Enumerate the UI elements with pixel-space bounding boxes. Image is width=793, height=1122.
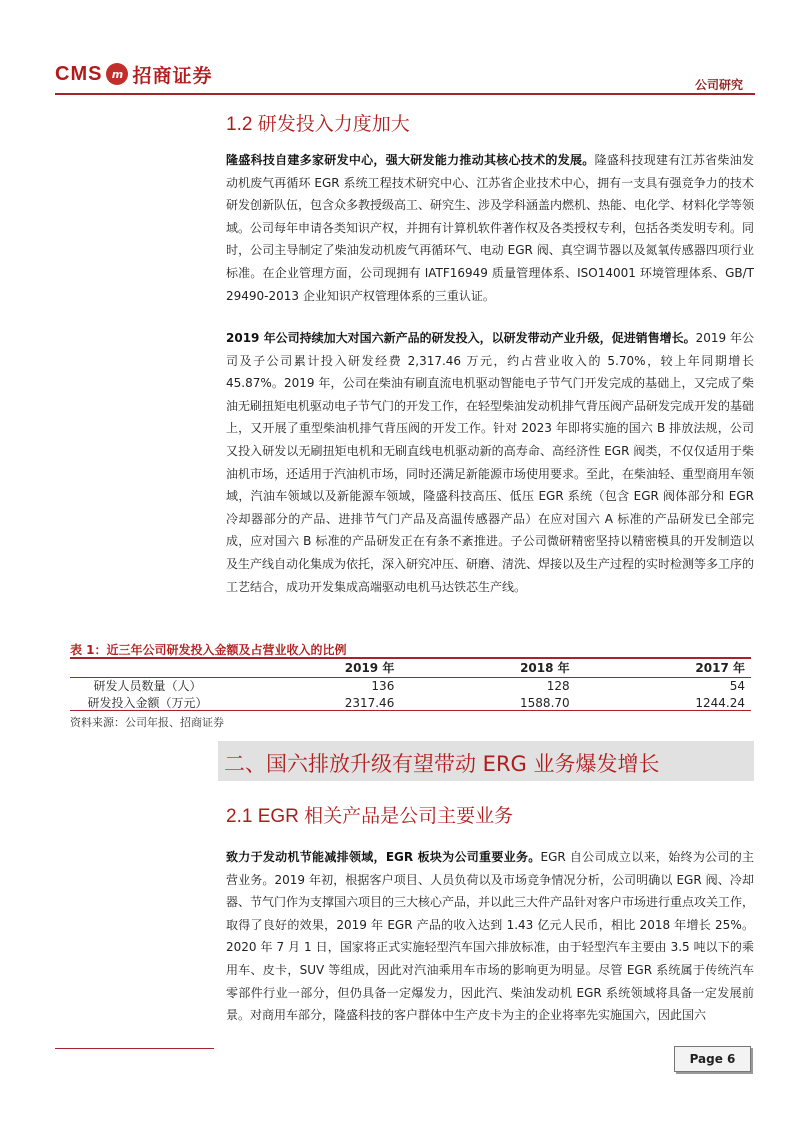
footer-divider xyxy=(55,1048,214,1049)
chapter-2-title: 二、国六排放升级有望带动 ERG 业务爆发增长 xyxy=(224,752,660,776)
paragraph-body: 隆盛科技现建有江苏省柴油发动机废气再循环 EGR 系统工程技术研究中心、江苏省企业技术中心，拥有一支具有强竞争力的技术研发创新队伍，包含众多教授级高工、研究生、涉及学科涵盖内燃机、热能、电化学、材料化学等领域。公司每年申请各类知识产权，并拥有计算机软件著作权及各类授权专利，包括各类发明专利。同时，公司主导制定了柴油发动机废气再循环气、电动 EGR 阀、真空调节器以及氮氧传感器四项行业标准。在企业管理方面，公司现拥有 IATF16949 质量管理体系、ISO14001 环境管理体系、GB/T 29490-2013 企业知识产权管理体系的三重认证。 xyxy=(226,153,755,303)
table-cell: 128 xyxy=(546,679,570,693)
table-cell-label: 研发投入金额（万元） xyxy=(87,696,208,710)
paragraph-lead: 2019 年公司持续加大对国六新产品的研发投入，以研发带动产业升级，促进销售增长。 xyxy=(226,331,696,345)
table-source-note: 资料来源：公司年报、招商证券 xyxy=(70,716,224,729)
table-header-cell: 2019 年 xyxy=(344,661,395,675)
paragraph-lead: 隆盛科技自建多家研发中心，强大研发能力推动其核心技术的发展。 xyxy=(226,153,595,167)
table-header-cell: 2018 年 xyxy=(520,661,570,675)
section-2-1-title: 2.1 EGR 相关产品是公司主要业务 xyxy=(226,806,514,827)
logo-latin-text: CMS xyxy=(55,62,103,85)
table-row xyxy=(70,678,751,696)
table-cell: 2317.46 xyxy=(344,696,395,710)
header-divider xyxy=(55,93,755,95)
section-1-2-title: 1.2 研发投入力度加大 xyxy=(226,114,410,135)
table-header-row xyxy=(70,660,751,678)
section-2-1-paragraph-1 xyxy=(226,846,754,1027)
paragraph-lead: 致力于发动机节能减排领域，EGR 板块为公司重要业务。 xyxy=(226,850,541,864)
table-header-cell: 2017 年 xyxy=(695,661,745,675)
paragraph-body: EGR 自公司成立以来，始终为公司的主营业务。2019 年初，根据客户项目、人员负荷以及市场竞争情况分析，公司明确以 EGR 阀、冷却器、节气门作为支撑国六项目的三大核心产品，并以此三大件产品针对客户市场进行重点攻关工作，取得了良好的效果，2019 年 EGR 产品的收入达到 1.43 亿元人民币，相比 2018 年增长 25%。2020 年 7 月 1 日，国家将正式实施轻型汽车国六排放标准，由于轻型汽车主要由 3.5 吨以下的乘用车、皮卡，SUV 等组成，因此对汽油乘用车市场的影响更为明显。尽管 EGR 系统属于传统汽车零部件行业一部分，但仍具备一定爆发力，因此汽、柴油发动机 EGR 系统领域将具备一定发展前景。对商用车部分，隆盛科技的客户群体中生产皮卡为主的企业将率先实施国六，因此国六 xyxy=(226,850,755,1023)
page-number: Page 6 xyxy=(674,1046,751,1072)
company-logo xyxy=(55,56,212,92)
table-top-rule xyxy=(70,657,751,659)
rd-investment-table xyxy=(70,660,751,712)
logo-chinese-text: 招商证券 xyxy=(132,64,213,87)
section-label: 公司研究 xyxy=(694,78,743,92)
table-cell: 54 xyxy=(729,679,745,693)
table-cell: 136 xyxy=(371,679,395,693)
table-cell: 1588.70 xyxy=(520,696,570,710)
table-caption: 表 1：近三年公司研发投入金额及占营业收入的比例 xyxy=(70,643,347,657)
section-1-2-paragraph-1 xyxy=(226,149,754,307)
table-cell: 1244.24 xyxy=(695,696,745,710)
table-header-cell xyxy=(70,660,225,678)
section-1-2-paragraph-2 xyxy=(226,327,754,598)
table-cell-label: 研发人员数量（人） xyxy=(93,679,202,693)
paragraph-body: 2019 年公司及子公司累计投入研发经费 2,317.46 万元，约占营业收入的 5.70%，较上年同期增长 45.87%。2019 年，公司在柴油有刷直流电机驱动智能电子节气门开发完成的基础上，又完成了柴油无刷扭矩电机驱动电子节气门的开发工作，在轻型柴油发动机排气背压阀产品研发完成开发的基础上，又开展了重型柴油机排气背压阀的开发工作。针对 2023 年即将实施的国六 B 排放法规，公司又投入研发以无刷扭矩电机和无刷直线电机驱动新的高寿命、高经济性 EGR 阀类，不仅仅适用于柴油机市场，还适用于汽油机市场，同时还满足新能源市场使用要求。至此，在柴油轻、重型商用车领域，汽油车领域以及新能源车领域，隆盛科技高压、低压 EGR 系统（包含 EGR 阀体部分和 EGR 冷却器部分的产品、进排节气门产品及高温传感器产品）在应对国六 A 标准的产品研发已全部完成，应对国六 B 标准的产品研发正在有条不紊推进。子公司微研精密坚持以精密模具的开发制造以及生产线自动化集成为依托，深入研究冲压、研磨、清洗、焊接以及生产过程的实时检测等多工序的工艺结合，成功开发集成高端驱动电机马达铁芯生产线。 xyxy=(226,331,755,594)
logo-mark-icon: m xyxy=(106,63,128,85)
table-bottom-rule xyxy=(70,710,751,711)
